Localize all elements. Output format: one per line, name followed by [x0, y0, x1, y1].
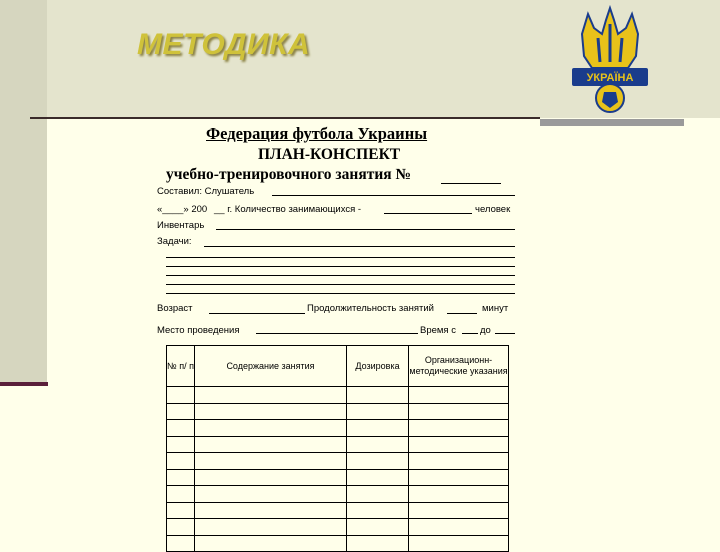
table-cell	[409, 535, 509, 552]
header-rule	[30, 117, 540, 119]
tasks-line	[166, 257, 515, 258]
table-cell	[167, 469, 195, 486]
date-label: «____» 200	[157, 204, 208, 215]
table-cell	[409, 387, 509, 404]
table-cell	[409, 469, 509, 486]
table-body	[167, 387, 509, 552]
table-cell	[347, 387, 409, 404]
slide-title: МЕТОДИКА	[137, 28, 311, 61]
table-cell	[409, 486, 509, 503]
header-content: Содержание занятия	[195, 346, 347, 387]
table-cell	[195, 436, 347, 453]
plan-title: ПЛАН-КОНСПЕКТ	[258, 146, 401, 163]
table-row	[167, 453, 509, 470]
age-label: Возраст	[157, 303, 193, 314]
table-cell	[195, 403, 347, 420]
table-cell	[195, 387, 347, 404]
table-cell	[409, 502, 509, 519]
table-row	[167, 502, 509, 519]
table-cell	[167, 502, 195, 519]
table-cell	[195, 486, 347, 503]
table-cell	[409, 453, 509, 470]
tasks-line	[204, 246, 515, 247]
table-cell	[347, 420, 409, 437]
time-to-label: до	[480, 325, 491, 336]
tasks-label: Задачи:	[157, 236, 192, 247]
tasks-line	[166, 266, 515, 267]
duration-label: Продолжительность занятий	[307, 303, 434, 314]
table-cell	[195, 469, 347, 486]
header-instructions: Организационн-методические указания	[409, 346, 509, 387]
tasks-line	[166, 284, 515, 285]
lesson-plan-table	[166, 345, 509, 552]
minutes-label: минут	[482, 303, 509, 314]
place-label: Место проведения	[157, 325, 240, 336]
header-rule-accent	[540, 119, 684, 126]
table-cell	[167, 486, 195, 503]
table-cell	[195, 535, 347, 552]
table-header-row	[167, 346, 509, 387]
age-line	[209, 313, 305, 314]
ukraine-football-emblem-icon	[566, 4, 654, 114]
table-cell	[167, 453, 195, 470]
table-cell	[167, 535, 195, 552]
session-title: учебно-тренировочного занятия №	[166, 166, 412, 183]
table-row	[167, 519, 509, 536]
table-cell	[167, 387, 195, 404]
table-cell	[195, 502, 347, 519]
svg-text:УКРАЇНА: УКРАЇНА	[586, 72, 634, 84]
time-from-label: Время с	[420, 325, 456, 336]
table-cell	[167, 403, 195, 420]
table-cell	[347, 502, 409, 519]
header-number: № п/ п	[167, 346, 195, 387]
table-row	[167, 387, 509, 404]
table-cell	[409, 519, 509, 536]
table-cell	[347, 486, 409, 503]
table-row	[167, 469, 509, 486]
header-dosage: Дозировка	[347, 346, 409, 387]
equipment-label: Инвентарь	[157, 220, 205, 231]
table-cell	[347, 436, 409, 453]
people-label: человек	[475, 204, 511, 215]
table-cell	[409, 403, 509, 420]
participants-line	[384, 213, 472, 214]
sidebar-accent-line	[0, 382, 48, 386]
time-from-line	[462, 333, 478, 334]
table-cell	[167, 436, 195, 453]
compiled-by-label: Составил: Слушатель	[157, 186, 255, 197]
table-cell	[347, 469, 409, 486]
tasks-line	[166, 275, 515, 276]
compiled-by-line	[272, 195, 515, 196]
table-row	[167, 486, 509, 503]
table-cell	[347, 535, 409, 552]
table-cell	[167, 420, 195, 437]
slide-sidebar	[0, 0, 47, 384]
time-to-line	[495, 333, 515, 334]
table-row	[167, 403, 509, 420]
duration-line	[447, 313, 477, 314]
table-cell	[195, 519, 347, 536]
table-row	[167, 535, 509, 552]
equipment-line	[216, 229, 515, 230]
federation-heading: Федерация футбола Украины	[206, 124, 428, 143]
place-line	[256, 333, 418, 334]
table-cell	[409, 420, 509, 437]
table-cell	[195, 420, 347, 437]
participants-label: __ г. Количество занимающихся -	[214, 204, 362, 215]
table-row	[167, 436, 509, 453]
table-cell	[347, 453, 409, 470]
table-row	[167, 420, 509, 437]
table-cell	[167, 519, 195, 536]
table-cell	[409, 436, 509, 453]
table-cell	[347, 403, 409, 420]
session-number-blank	[441, 183, 501, 184]
tasks-line	[166, 293, 515, 294]
table-cell	[347, 519, 409, 536]
table-cell	[195, 453, 347, 470]
